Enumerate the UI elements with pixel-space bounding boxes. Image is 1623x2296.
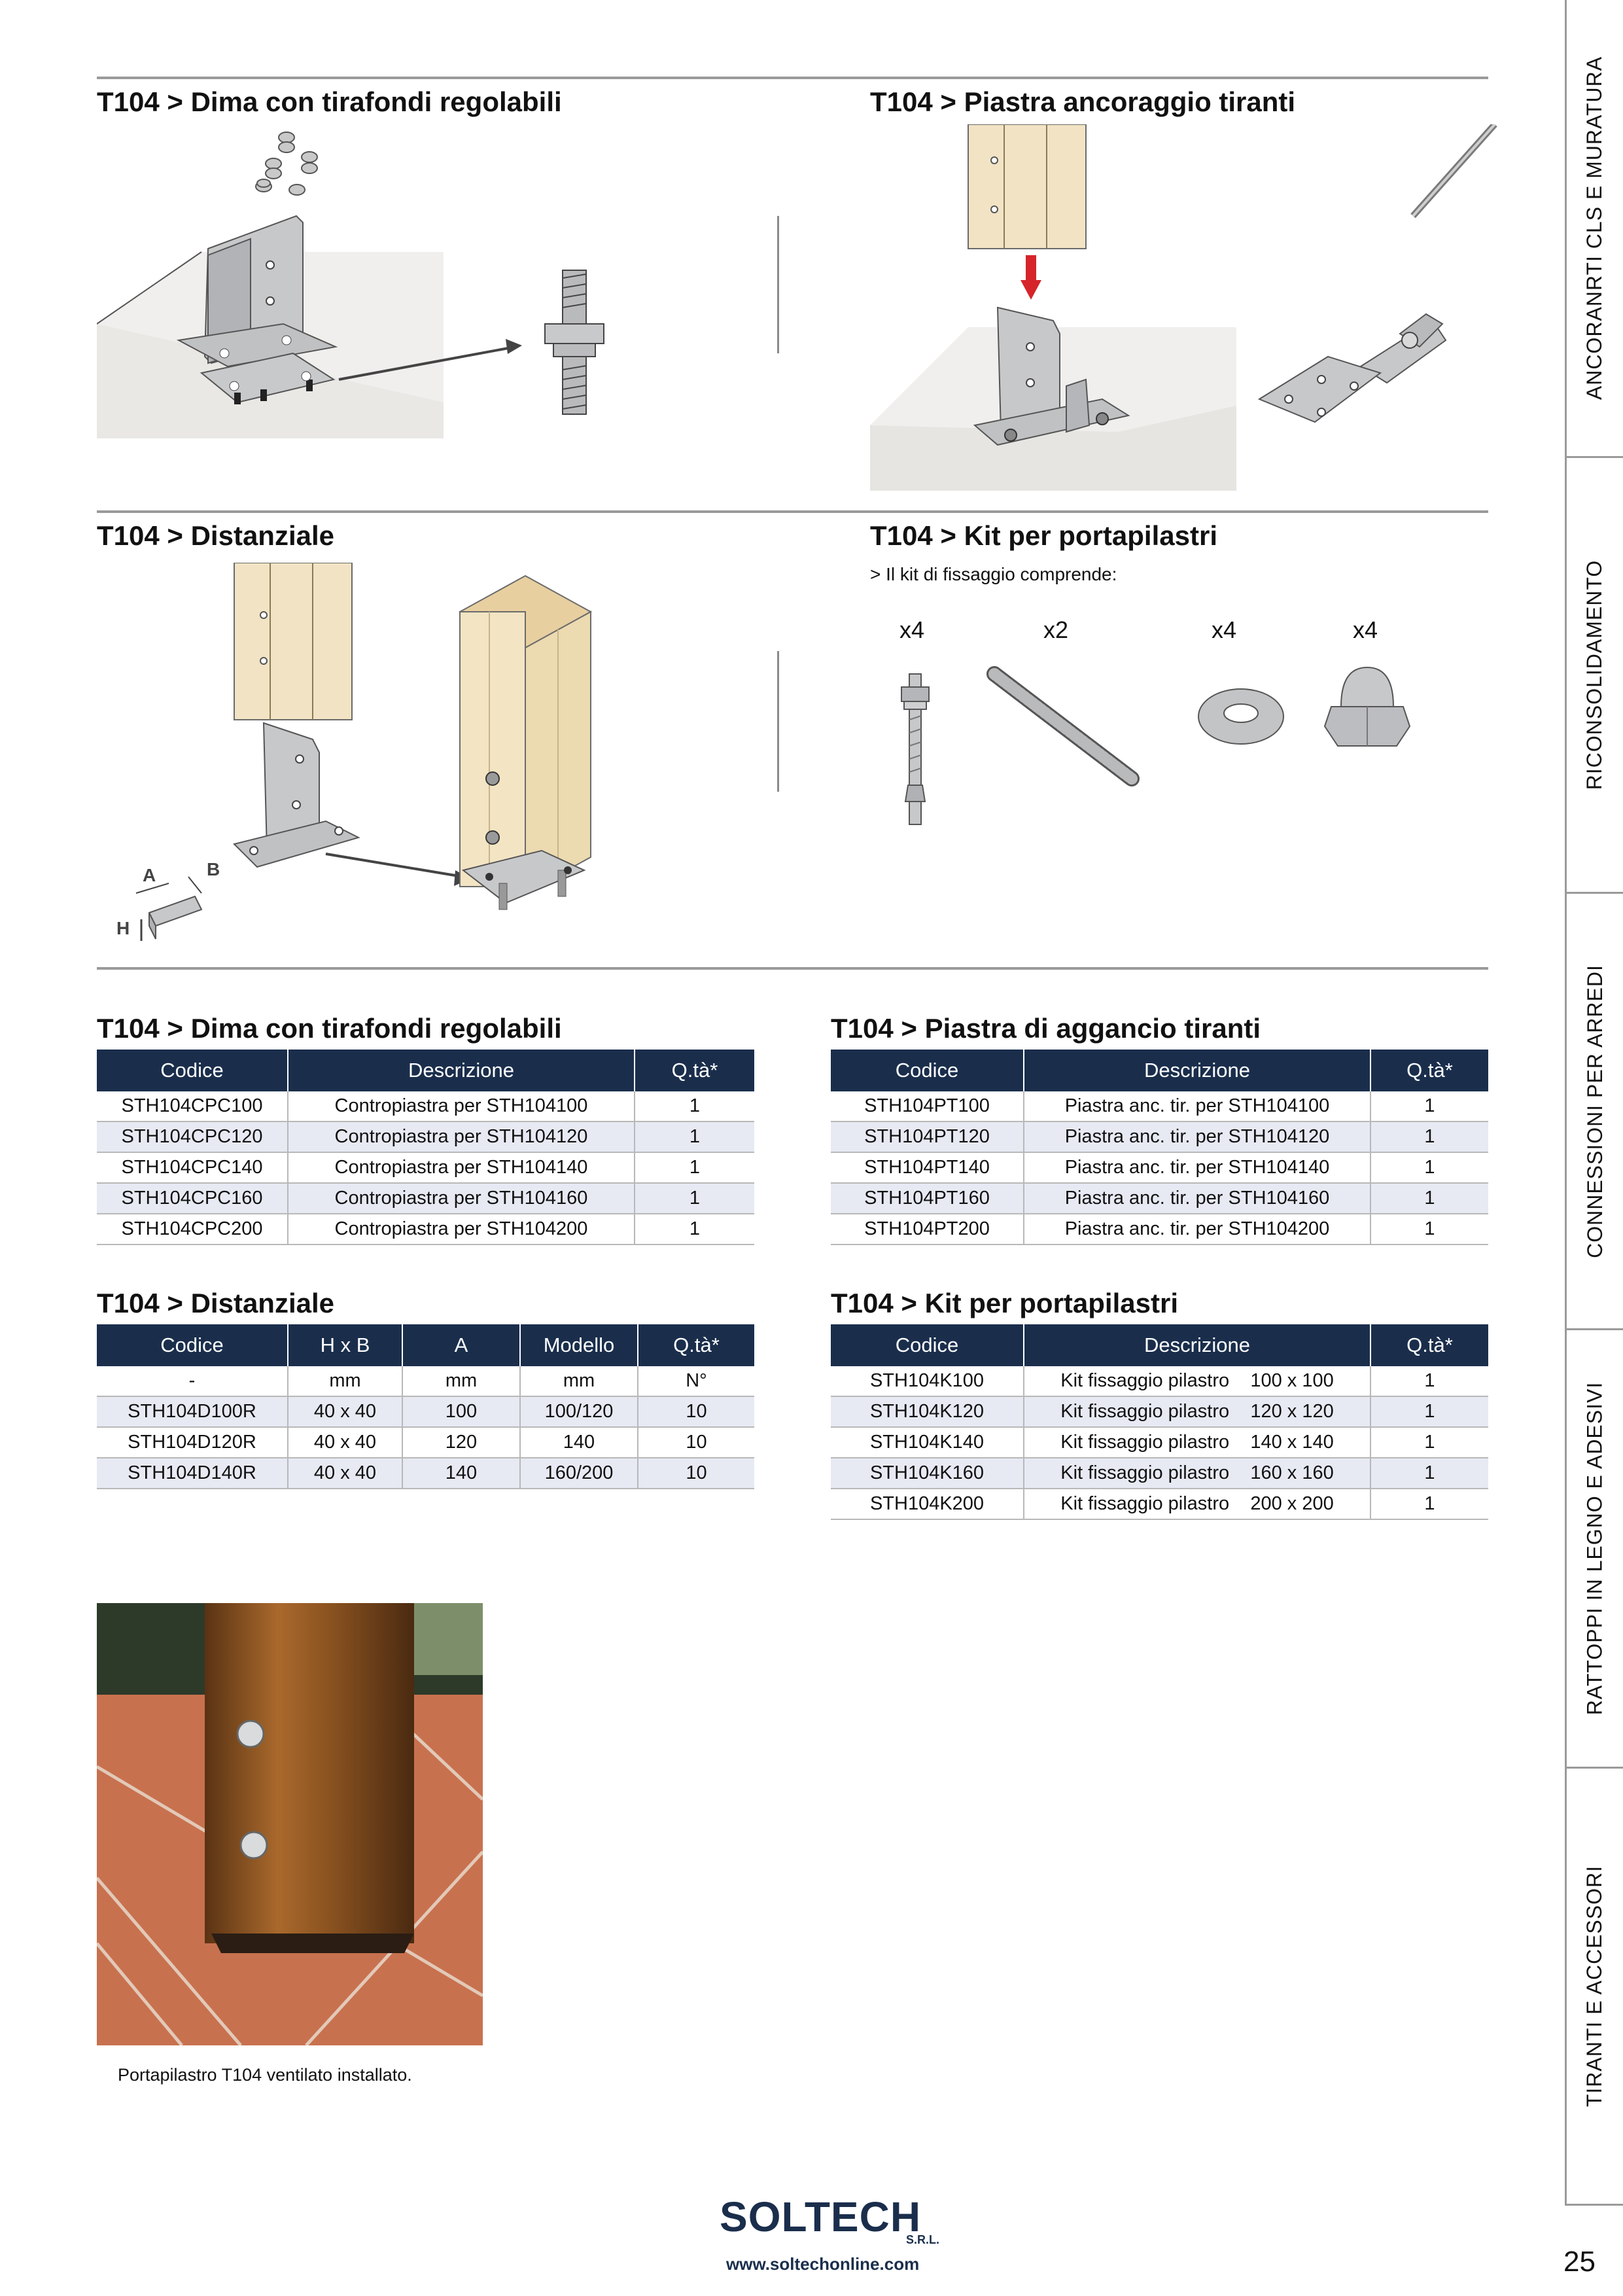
th-hxb: H x B: [288, 1324, 402, 1366]
section-title-distanziale: T104 > Distanziale: [97, 520, 335, 551]
table-row: STH104D100R 40 x 40 100 100/120 10: [97, 1396, 754, 1427]
table-row: - mm mm mm N°: [97, 1366, 754, 1396]
table-kit: [831, 1324, 1488, 1520]
table-row: STH104CPC140 Contropiastra per STH104140 1: [97, 1152, 754, 1183]
middle-rule: [97, 510, 1488, 513]
table-row: STH104K140 Kit fissaggio pilastro 140 x 140 1: [831, 1427, 1488, 1458]
table-distanziale: [97, 1324, 754, 1489]
page-number: 25: [1563, 2246, 1596, 2278]
th-qta: Q.tà*: [635, 1050, 754, 1091]
brand-suffix: S.R.L.: [905, 2233, 939, 2246]
brand-name: SOLTECH: [720, 2193, 922, 2240]
kit-qty-3: x4: [1212, 616, 1237, 643]
table-row: STH104K100 Kit fissaggio pilastro 100 x 100 1: [831, 1366, 1488, 1396]
table-row: STH104PT120 Piastra anc. tir. per STH104120 1: [831, 1122, 1488, 1152]
photo-caption: Portapilastro T104 ventilato installato.: [118, 2065, 412, 2085]
divider-1: [777, 216, 779, 353]
piastra-illustration: [870, 124, 1498, 491]
table-row: STH104K200 Kit fissaggio pilastro 200 x 200 1: [831, 1489, 1488, 1519]
side-tab-label: TIRANTI E ACCESSORI: [1582, 1865, 1607, 2108]
side-tab-label: RICONSOLIDAMENTO: [1582, 559, 1607, 790]
th-qta: Q.tà*: [638, 1324, 754, 1366]
table-row: STH104PT140 Piastra anc. tir. per STH104140 1: [831, 1152, 1488, 1183]
threaded-rod-icon: [994, 674, 1132, 779]
dome-nut-icon: [1325, 667, 1410, 746]
threaded-bolt-icon: [545, 270, 604, 414]
dima-illustration: [97, 128, 620, 438]
side-tab-rattoppi[interactable]: [1569, 1330, 1621, 1767]
nut-icon: [256, 132, 317, 195]
anchor-bolt-icon: [901, 674, 929, 824]
tables-rule: [97, 967, 1488, 970]
kit-illustration: [870, 661, 1459, 831]
table-row: STH104CPC160 Contropiastra per STH104160 1: [97, 1183, 754, 1214]
th-qta: Q.tà*: [1370, 1050, 1488, 1091]
side-tab-label: ANCORANRTI CLS E MURATURA: [1582, 56, 1607, 400]
side-tab-ancoranti[interactable]: [1569, 0, 1621, 456]
table-row: STH104PT200 Piastra anc. tir. per STH104200 1: [831, 1214, 1488, 1245]
kit-qty-1: x4: [899, 616, 925, 643]
table-row: STH104K160 Kit fissaggio pilastro 160 x 160 1: [831, 1458, 1488, 1489]
dim-label-b: B: [207, 859, 220, 879]
side-tab-tiranti[interactable]: [1569, 1769, 1621, 2204]
side-separator: [1565, 2204, 1623, 2206]
table-row: STH104CPC200 Contropiastra per STH104200 1: [97, 1214, 754, 1245]
th-codice: Codice: [831, 1324, 1024, 1366]
side-tab-riconsolidamento[interactable]: [1569, 458, 1621, 892]
table-dima: [97, 1050, 754, 1245]
distanziale-illustration: [97, 563, 620, 942]
dim-label-a: A: [143, 865, 156, 885]
top-rule: [97, 77, 1488, 79]
table-row: STH104D120R 40 x 40 120 140 10: [97, 1427, 754, 1458]
th-descrizione: Descrizione: [1024, 1324, 1370, 1366]
brand-logo: [720, 2195, 942, 2248]
section-title-piastra: T104 > Piastra ancoraggio tiranti: [870, 86, 1296, 117]
table-title-piastra: T104 > Piastra di aggancio tiranti: [831, 1013, 1261, 1044]
kit-qty-2: x2: [1043, 616, 1069, 643]
table-row: STH104CPC100 Contropiastra per STH104100 1: [97, 1091, 754, 1122]
section-title-dima: T104 > Dima con tirafondi regolabili: [97, 86, 562, 117]
side-tab-label: RATTOPPI IN LEGNO E ADESIVI: [1582, 1381, 1607, 1716]
table-title-dima: T104 > Dima con tirafondi regolabili: [97, 1013, 562, 1044]
table-row: STH104D140R 40 x 40 140 160/200 10: [97, 1458, 754, 1489]
th-descrizione: Descrizione: [1024, 1050, 1370, 1091]
kit-subtitle: > Il kit di fissaggio comprende:: [870, 564, 1117, 584]
th-codice: Codice: [97, 1050, 288, 1091]
th-a: A: [402, 1324, 520, 1366]
table-row: STH104PT100 Piastra anc. tir. per STH104100 1: [831, 1091, 1488, 1122]
kit-qty-4: x4: [1353, 616, 1378, 643]
washer-icon: [1198, 689, 1283, 744]
divider-2: [777, 651, 779, 792]
table-piastra: [831, 1050, 1488, 1245]
table-row: STH104K120 Kit fissaggio pilastro 120 x 120 1: [831, 1396, 1488, 1427]
side-tab-label: CONNESSIONI PER ARREDI: [1582, 964, 1607, 1258]
installed-post-photo: [97, 1603, 483, 2045]
th-codice: Codice: [97, 1324, 288, 1366]
side-tab-connessioni[interactable]: [1569, 894, 1621, 1328]
dim-label-h: H: [116, 918, 130, 938]
section-title-kit: T104 > Kit per portapilastri: [870, 520, 1217, 551]
footer-url[interactable]: www.soltechonline.com: [726, 2254, 920, 2274]
th-descrizione: Descrizione: [288, 1050, 635, 1091]
th-modello: Modello: [520, 1324, 638, 1366]
table-title-kit: T104 > Kit per portapilastri: [831, 1288, 1178, 1318]
table-row: STH104CPC120 Contropiastra per STH104120 1: [97, 1122, 754, 1152]
table-title-distanziale: T104 > Distanziale: [97, 1288, 335, 1318]
down-arrow-icon: [1021, 255, 1041, 300]
th-qta: Q.tà*: [1370, 1324, 1488, 1366]
table-row: STH104PT160 Piastra anc. tir. per STH104160 1: [831, 1183, 1488, 1214]
th-codice: Codice: [831, 1050, 1024, 1091]
